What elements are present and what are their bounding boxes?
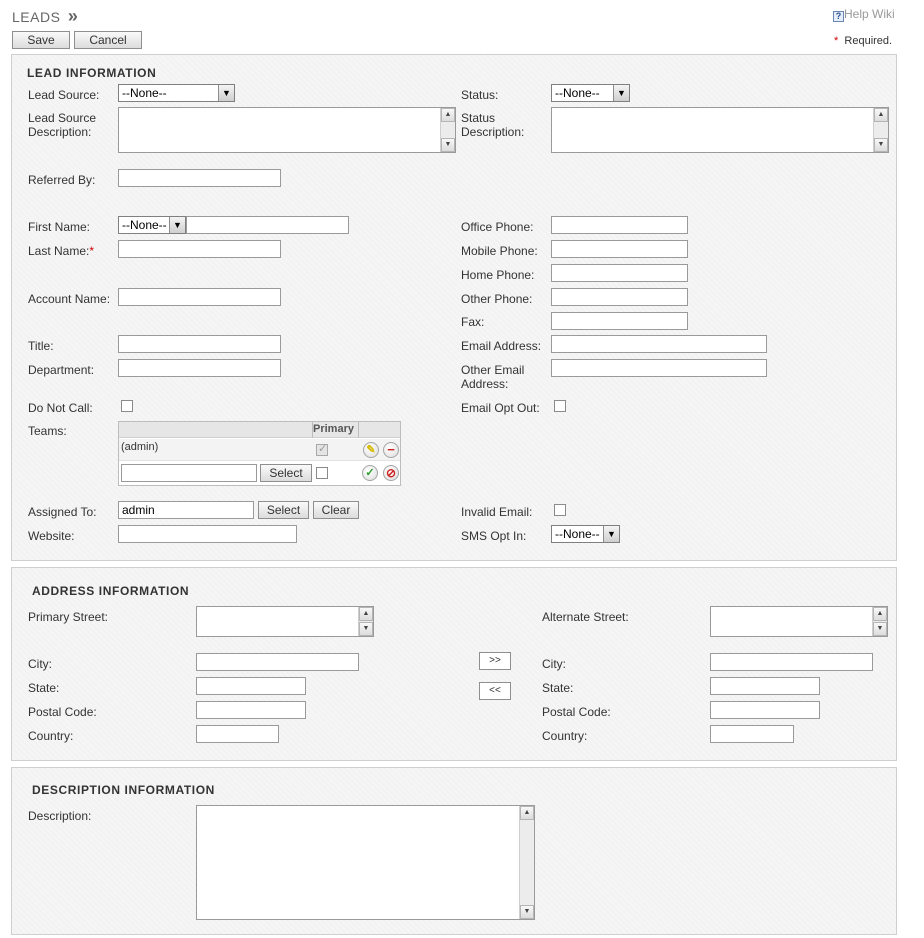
primary-street-input[interactable] bbox=[196, 606, 374, 637]
salutation-value: --None-- bbox=[122, 218, 167, 232]
do-not-call-label: Do Not Call: bbox=[28, 401, 93, 415]
remove-minus-icon[interactable]: − bbox=[383, 442, 399, 458]
scrollbar[interactable] bbox=[873, 108, 888, 152]
home-phone-input[interactable] bbox=[551, 264, 688, 282]
first-name-label: First Name: bbox=[28, 220, 91, 234]
email-opt-out-label: Email Opt Out: bbox=[461, 401, 540, 415]
mobile-phone-input[interactable] bbox=[551, 240, 688, 258]
email-opt-out-checkbox[interactable] bbox=[554, 400, 566, 412]
other-email-address-input[interactable] bbox=[551, 359, 767, 377]
primary-column-header: Primary bbox=[313, 423, 354, 435]
lead-source-description-label: Lead Source Description: bbox=[28, 111, 97, 139]
first-name-input[interactable] bbox=[186, 216, 349, 234]
primary-city-label: City: bbox=[28, 657, 52, 671]
lead-source-select[interactable] bbox=[118, 84, 235, 102]
fax-input[interactable] bbox=[551, 312, 688, 330]
last-name-label-text: Last Name: bbox=[28, 244, 90, 258]
dropdown-arrow-icon: ▼ bbox=[613, 85, 629, 101]
alternate-postal-code-input[interactable] bbox=[710, 701, 820, 719]
sms-opt-in-label: SMS Opt In: bbox=[461, 529, 527, 543]
required-star: * bbox=[89, 244, 95, 258]
help-wiki-link[interactable] bbox=[833, 7, 895, 22]
assigned-to-clear-button[interactable]: Clear bbox=[313, 501, 359, 519]
email-address-input[interactable] bbox=[551, 335, 767, 353]
lead-source-value: --None-- bbox=[122, 86, 167, 100]
account-name-label: Account Name: bbox=[28, 292, 111, 306]
edit-pencil-icon[interactable]: ✎ bbox=[363, 442, 379, 458]
lead-information-title: LEAD INFORMATION bbox=[27, 66, 157, 80]
status-description-label: Status Description: bbox=[461, 111, 525, 139]
required-note bbox=[834, 35, 892, 47]
scroll-up-icon[interactable]: ▲ bbox=[874, 108, 888, 122]
alternate-country-label: Country: bbox=[542, 729, 588, 743]
team-name-input[interactable] bbox=[121, 464, 257, 482]
title-input[interactable] bbox=[118, 335, 281, 353]
primary-state-input[interactable] bbox=[196, 677, 306, 695]
mobile-phone-label: Mobile Phone: bbox=[461, 244, 538, 258]
alternate-city-input[interactable] bbox=[710, 653, 873, 671]
alternate-state-input[interactable] bbox=[710, 677, 820, 695]
lead-source-label: Lead Source: bbox=[28, 88, 100, 102]
copy-to-alternate-button[interactable]: >> bbox=[479, 652, 511, 670]
website-label: Website: bbox=[28, 529, 75, 543]
scroll-up-icon[interactable]: ▲ bbox=[359, 607, 373, 621]
cancel-circle-icon[interactable]: ⊘ bbox=[383, 465, 399, 481]
referred-by-label: Referred By: bbox=[28, 173, 96, 187]
module-title bbox=[12, 6, 78, 27]
office-phone-input[interactable] bbox=[551, 216, 688, 234]
primary-street-label: Primary Street: bbox=[28, 610, 109, 624]
assigned-to-input[interactable] bbox=[118, 501, 254, 519]
department-input[interactable] bbox=[118, 359, 281, 377]
status-select[interactable] bbox=[551, 84, 630, 102]
team-select-button[interactable]: Select bbox=[260, 464, 312, 482]
teams-label: Teams: bbox=[28, 424, 67, 438]
confirm-check-icon[interactable]: ✓ bbox=[362, 465, 378, 481]
scrollbar[interactable] bbox=[358, 607, 373, 636]
primary-city-input[interactable] bbox=[196, 653, 359, 671]
do-not-call-checkbox[interactable] bbox=[121, 400, 133, 412]
save-button[interactable]: Save bbox=[12, 31, 70, 49]
alternate-street-label: Alternate Street: bbox=[542, 610, 629, 624]
chevron-icon: » bbox=[67, 6, 79, 26]
salutation-select[interactable] bbox=[118, 216, 186, 234]
website-input[interactable] bbox=[118, 525, 297, 543]
last-name-input[interactable] bbox=[118, 240, 281, 258]
assigned-to-select-button[interactable]: Select bbox=[258, 501, 309, 519]
description-information-title: DESCRIPTION INFORMATION bbox=[32, 783, 215, 797]
dropdown-arrow-icon: ▼ bbox=[603, 526, 619, 542]
scrollbar[interactable] bbox=[872, 607, 887, 636]
description-label: Description: bbox=[28, 809, 92, 823]
scrollbar[interactable] bbox=[519, 806, 534, 919]
teams-header-divider bbox=[358, 422, 359, 438]
fax-label: Fax: bbox=[461, 315, 485, 329]
home-phone-label: Home Phone: bbox=[461, 268, 535, 282]
required-star: * bbox=[834, 35, 839, 47]
department-label: Department: bbox=[28, 363, 95, 377]
primary-country-input[interactable] bbox=[196, 725, 279, 743]
referred-by-input[interactable] bbox=[118, 169, 281, 187]
other-phone-label: Other Phone: bbox=[461, 292, 533, 306]
required-label: Required. bbox=[844, 35, 893, 47]
office-phone-label: Office Phone: bbox=[461, 220, 534, 234]
title-label: Title: bbox=[28, 339, 54, 353]
sms-opt-in-value: --None-- bbox=[555, 527, 600, 541]
alternate-postal-code-label: Postal Code: bbox=[542, 705, 611, 719]
scroll-up-icon[interactable]: ▲ bbox=[520, 806, 534, 820]
teams-widget bbox=[118, 421, 401, 486]
team-row bbox=[119, 439, 400, 461]
email-address-label: Email Address: bbox=[461, 339, 542, 353]
help-icon: ? bbox=[833, 11, 844, 22]
team-primary-checkbox[interactable] bbox=[316, 444, 328, 456]
module-title-text: LEADS bbox=[12, 9, 61, 25]
assigned-to-label: Assigned To: bbox=[28, 505, 97, 519]
copy-to-primary-button[interactable]: << bbox=[479, 682, 511, 700]
other-phone-input[interactable] bbox=[551, 288, 688, 306]
alternate-city-label: City: bbox=[542, 657, 566, 671]
alternate-state-label: State: bbox=[542, 681, 574, 695]
alternate-country-input[interactable] bbox=[710, 725, 794, 743]
alternate-street-input[interactable] bbox=[710, 606, 888, 637]
account-name-input[interactable] bbox=[118, 288, 281, 306]
primary-postal-code-input[interactable] bbox=[196, 701, 306, 719]
team-name: (admin) bbox=[121, 441, 159, 453]
invalid-email-label: Invalid Email: bbox=[461, 505, 533, 519]
scrollbar[interactable] bbox=[440, 108, 455, 152]
scroll-down-icon[interactable]: ▼ bbox=[520, 905, 534, 919]
primary-state-label: State: bbox=[28, 681, 60, 695]
address-information-title: ADDRESS INFORMATION bbox=[32, 584, 190, 598]
dropdown-arrow-icon: ▼ bbox=[218, 85, 234, 101]
other-email-address-label: Other Email Address: bbox=[461, 363, 525, 391]
scroll-up-icon[interactable]: ▲ bbox=[873, 607, 887, 621]
lead-source-description-input[interactable] bbox=[118, 107, 456, 153]
help-wiki-label: Help Wiki bbox=[844, 7, 895, 21]
last-name-label bbox=[28, 244, 94, 258]
primary-country-label: Country: bbox=[28, 729, 74, 743]
invalid-email-checkbox[interactable] bbox=[554, 504, 566, 516]
sms-opt-in-select[interactable] bbox=[551, 525, 620, 543]
cancel-button[interactable]: Cancel bbox=[74, 31, 142, 49]
description-input[interactable] bbox=[196, 805, 535, 920]
scroll-down-icon[interactable]: ▼ bbox=[359, 622, 373, 636]
scroll-down-icon[interactable]: ▼ bbox=[441, 138, 455, 152]
status-description-input[interactable] bbox=[551, 107, 889, 153]
scroll-up-icon[interactable]: ▲ bbox=[441, 108, 455, 122]
scroll-down-icon[interactable]: ▼ bbox=[874, 138, 888, 152]
new-team-primary-checkbox[interactable] bbox=[316, 467, 328, 479]
scroll-down-icon[interactable]: ▼ bbox=[873, 622, 887, 636]
dropdown-arrow-icon: ▼ bbox=[169, 217, 185, 233]
primary-postal-code-label: Postal Code: bbox=[28, 705, 97, 719]
status-label: Status: bbox=[461, 88, 499, 102]
status-value: --None-- bbox=[555, 86, 600, 100]
